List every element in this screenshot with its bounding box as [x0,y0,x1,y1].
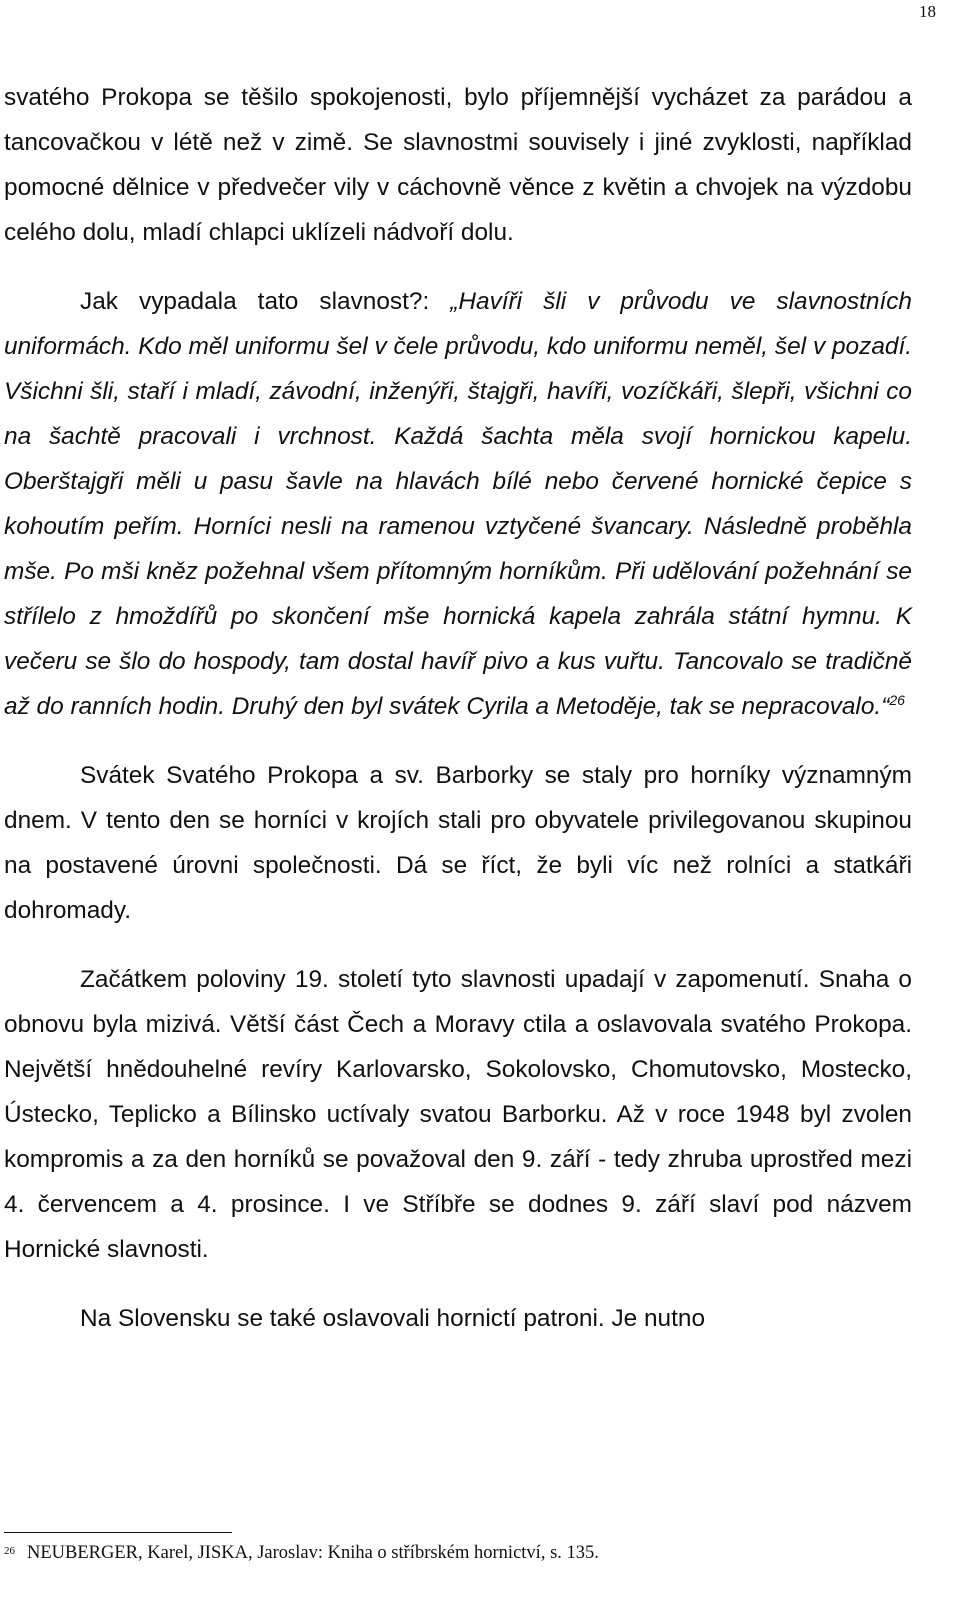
page-number: 18 [919,2,936,21]
footnote-text: NEUBERGER, Karel, JISKA, Jaroslav: Kniha o stříbrském hornictví, s. 135. [27,1543,599,1563]
footnote-reference[interactable]: 26 [889,691,905,708]
footnote [4,1540,599,1566]
paragraph-5: Na Slovensku se také oslavovali hornictí patroni. Je nutno [80,1305,706,1332]
footnote-number: 26 [4,1545,15,1557]
footnote-separator [4,1532,232,1533]
paragraph-4: Začátkem poloviny 19. století tyto slavnosti upadají v zapomenutí. Snaha o obnovu byla mizivá. Větší část Čech a Moravy ctila a oslavovala svatého Prokopa. Největší hnědouhelné revíry Karlovarsko, Sokolovsko, Chomutovsko, Mostecko, Ústecko, Teplicko a Bílinsko uctívaly svatou Barborku. Až v roce 1948 byl zvolen kompromis a za den horníků se považoval den 9. září - tedy zhruba uprostřed mezi 4. červencem a 4. prosince. I ve Stříbře se dodnes 9. září slaví pod názvem Hornické slavnosti. [4,966,912,1263]
quotation: „Havíři šli v průvodu ve slavnostních uniformách. Kdo měl uniformu šel v čele průvodu, kdo uniformu neměl, šel v pozadí. Všichni šli, staří i mladí, závodní, inženýři, štajgři, havíři, vozíčkáři, šlepři, všichni co na šachtě pracovali i vrchnost. Každá šachta měla svojí hornickou kapelu. Oberštajgři měli u pasu šavle na hlavách bílé nebo červené hornické čepice s kohoutím peřím. Horníci nesli na ramenou vztyčené švancary. Následně proběhla mše. Po mši kněz požehnal všem přítomným horníkům. Při udělování požehnání se střílelo z hmoždířů po skončení mše hornická kapela zahrála státní hymnu. K večeru se šlo do hospody, tam dostal havíř pivo a kus vuřtu. Tancovalo se tradičně až do ranních hodin. Druhý den byl svátek Cyrila a Metoděje, tak se nepracovalo.“ [4,288,912,720]
paragraph-3: Svátek Svatého Prokopa a sv. Barborky se staly pro horníky významným dnem. V tento den se horníci v krojích stali pro obyvatele privilegovanou skupinou na postavené úrovni společnosti. Dá se říct, že byli víc než rolníci a statkáři dohromady. [4,762,912,924]
paragraph-2 [4,279,912,729]
paragraph-1: svatého Prokopa se těšilo spokojenosti, bylo příjemnější vycházet za parádou a tancovačkou v létě než v zimě. Se slavnostmi souvisely i jiné zvyklosti, například pomocné dělnice v předvečer vily v cáchovně věnce z květin a chvojek na výzdobu celého dolu, mladí chlapci uklízeli nádvoří dolu. [4,84,912,246]
paragraph-2-intro: Jak vypadala tato slavnost?: [80,288,451,315]
page-body [4,75,912,1341]
